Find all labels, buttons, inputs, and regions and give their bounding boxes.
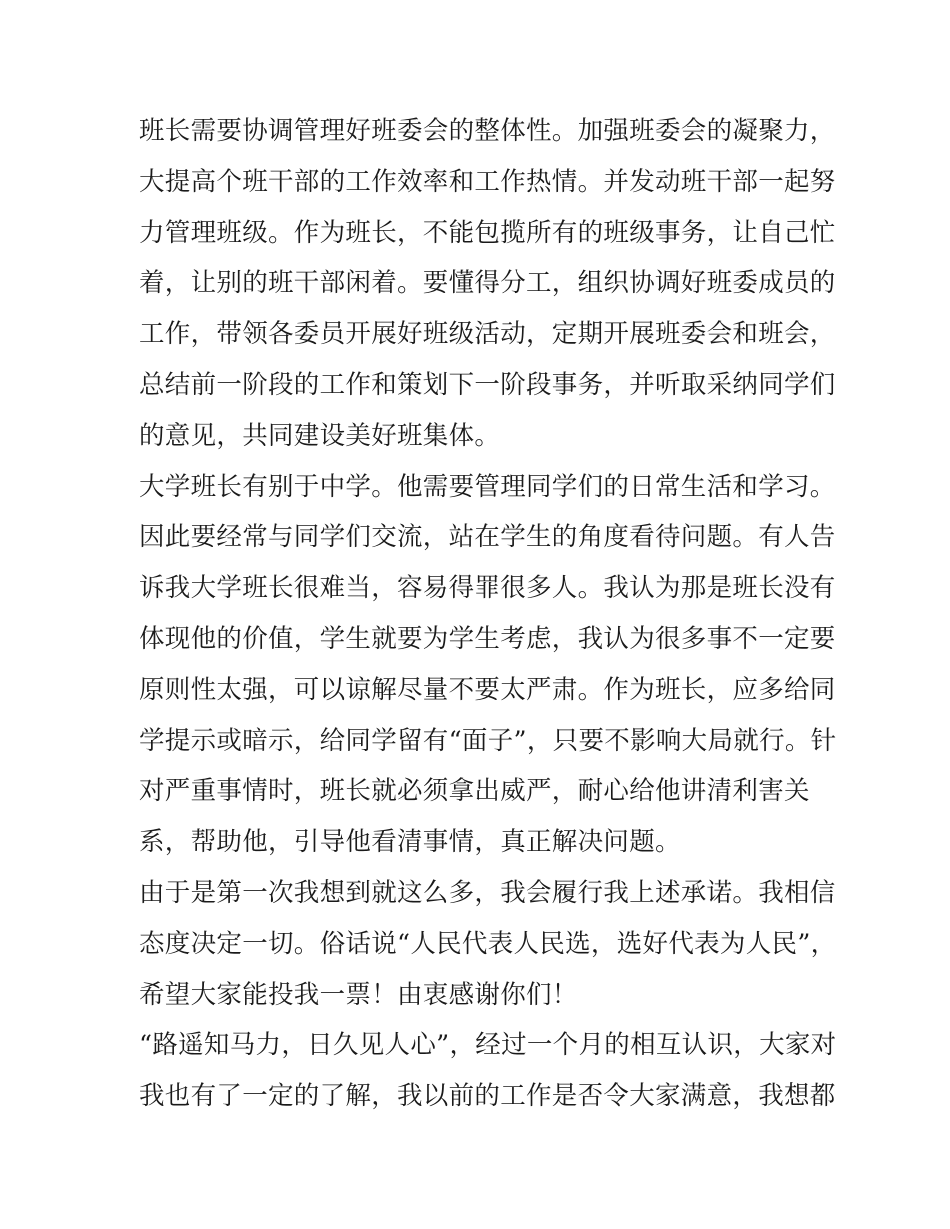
text-line: 态度决定一切。俗话说“人民代表人民选，选好代表为人民”， [139,928,837,959]
text-line: 由于是第一次我想到就这么多，我会履行我上述承诺。我相信 [139,877,836,908]
text-line: 力管理班级。作为班长，不能包揽所有的班级事务，让自己忙 [139,217,836,248]
text-line: 大提高个班干部的工作效率和工作热情。并发动班干部一起努 [139,166,836,197]
text-line: 学提示或暗示，给同学留有“面子”，只要不影响大局就行。针 [139,725,837,756]
document-body [139,106,837,1122]
text-line: 因此要经常与同学们交流，站在学生的角度看待问题。有人告 [139,522,836,553]
text-line: 的意见，共同建设美好班集体。 [139,420,501,451]
paragraph-3 [139,868,837,1020]
text-line: 总结前一阶段的工作和策划下一阶段事务，并听取采纳同学们 [139,369,836,400]
text-line: 大学班长有别于中学。他需要管理同学们的日常生活和学习。 [139,471,836,502]
text-line: 希望大家能投我一票！由衷感谢你们！ [139,979,578,1010]
text-line: 班长需要协调管理好班委会的整体性。加强班委会的凝聚力， [139,116,836,146]
paragraph-1 [139,106,836,462]
text-line: 原则性太强，可以谅解尽量不要太严肃。作为班长，应多给同 [139,674,836,705]
paragraph-4 [139,1020,837,1122]
text-line: 着，让别的班干部闲着。要懂得分工，组织协调好班委成员的 [139,268,836,299]
text-line: 体现他的价值，学生就要为学生考虑，我认为很多事不一定要 [139,623,836,654]
text-line: 我也有了一定的了解，我以前的工作是否令大家满意，我想都 [139,1081,836,1112]
text-line: 诉我大学班长很难当，容易得罪很多人。我认为那是班长没有 [139,573,836,604]
text-line: “路遥知马力，日久见人心”，经过一个月的相互认识，大家对 [139,1030,837,1061]
paragraph-2 [139,462,837,868]
text-line: 系，帮助他，引导他看清事情，真正解决问题。 [139,827,681,858]
text-line: 工作，带领各委员开展好班级活动，定期开展班委会和班会， [139,319,836,350]
text-line: 对严重事情时，班长就必须拿出威严，耐心给他讲清利害关 [139,776,810,807]
